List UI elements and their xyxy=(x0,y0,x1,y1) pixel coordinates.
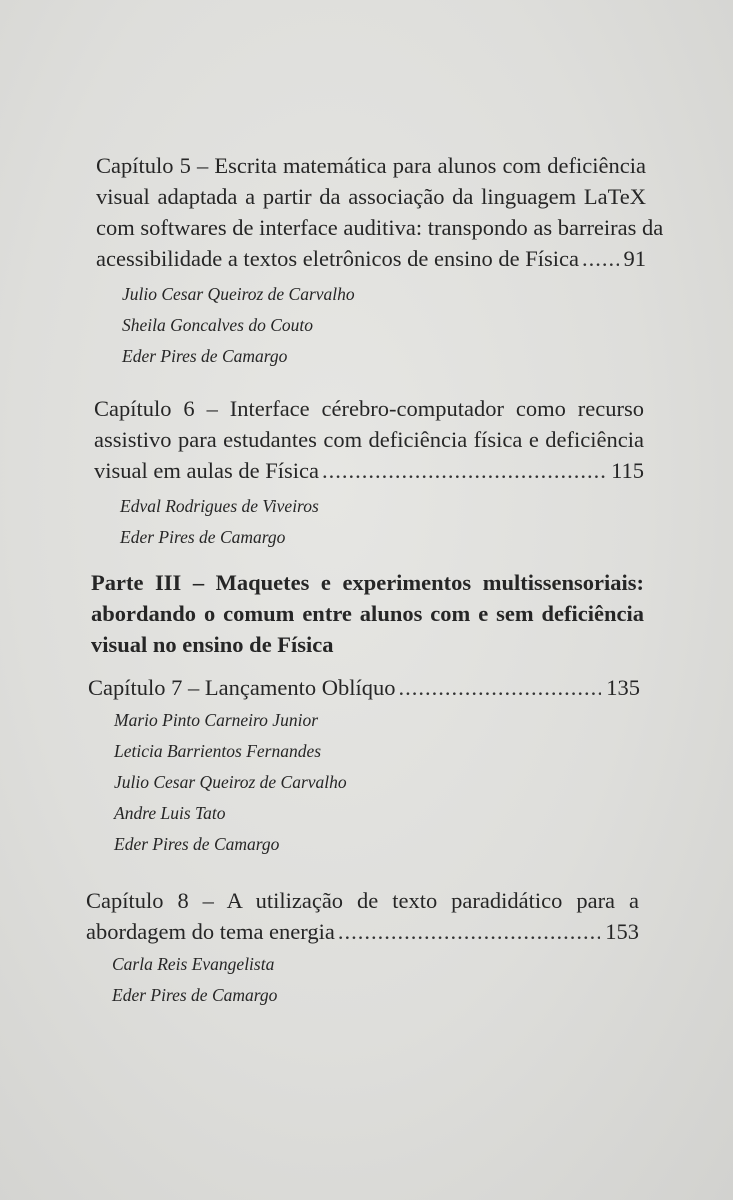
part-title-line: abordando o comum entre alunos com e sem deficiência xyxy=(91,601,644,626)
chapter-7-entry xyxy=(88,672,640,860)
author-name: Eder Pires de Camargo xyxy=(112,985,278,1005)
page-number: 115 xyxy=(611,458,644,483)
chapter-title-line: Capítulo 7 – Lançamento Oblíquo ..... 135 xyxy=(88,672,640,703)
chapter-title-line: acessibilidade a textos eletrônicos de ensino de Física ..... 91 xyxy=(96,243,646,274)
chapter-title-line: abordagem do tema energia ..... 153 xyxy=(86,916,639,947)
author-name: Eder Pires de Camargo xyxy=(114,834,280,854)
author-name: Sheila Goncalves do Couto xyxy=(122,315,314,335)
chapter-5-entry xyxy=(96,150,664,372)
author-name: Eder Pires de Camargo xyxy=(120,527,286,547)
chapter-6-entry xyxy=(94,393,644,553)
author-name: Leticia Barrientos Fernandes xyxy=(114,741,322,761)
author-name: Julio Cesar Queiroz de Carvalho xyxy=(122,284,355,304)
page-number: 135 xyxy=(606,675,640,700)
chapter-title-line: com softwares de interface auditiva: transpondo as barreiras da xyxy=(96,215,664,240)
chapter-title-line: Capítulo 8 – A utilização de texto paradidático para a xyxy=(86,888,639,913)
chapter-8-entry xyxy=(86,885,639,1011)
chapter-title-line: visual em aulas de Física ..... 115 xyxy=(94,455,644,486)
author-name: Edval Rodrigues de Viveiros xyxy=(120,496,319,516)
page-number: 91 xyxy=(623,246,646,271)
page-number: 153 xyxy=(605,919,639,944)
author-name: Carla Reis Evangelista xyxy=(112,954,275,974)
dot-leader xyxy=(582,243,619,274)
part-3-heading xyxy=(91,567,644,660)
chapter-title-line: Capítulo 5 – Escrita matemática para alunos com deficiência xyxy=(96,153,646,178)
author-name: Julio Cesar Queiroz de Carvalho xyxy=(114,772,347,792)
author-name: Andre Luis Tato xyxy=(114,803,226,823)
part-title-line: visual no ensino de Física xyxy=(91,632,334,657)
author-name: Mario Pinto Carneiro Junior xyxy=(114,710,319,730)
chapter-title-line: visual adaptada a partir da associação da linguagem LaTeX xyxy=(96,184,646,209)
dot-leader xyxy=(398,672,601,703)
dot-leader xyxy=(322,455,606,486)
chapter-title-line: Capítulo 6 – Interface cérebro-computador como recurso xyxy=(94,396,644,421)
dot-leader xyxy=(338,916,600,947)
author-name: Eder Pires de Camargo xyxy=(122,346,288,366)
chapter-title-line: assistivo para estudantes com deficiência física e deficiência xyxy=(94,427,644,452)
part-title-line: Parte III – Maquetes e experimentos multissensoriais: xyxy=(91,570,644,595)
